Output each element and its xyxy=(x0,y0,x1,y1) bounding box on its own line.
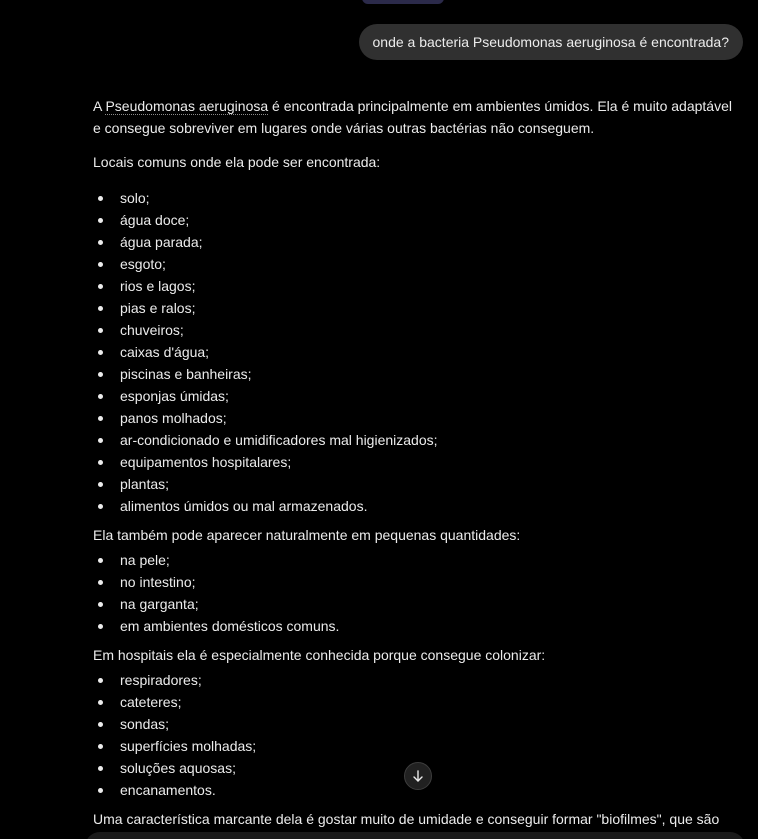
list-item-text: chuveiros; xyxy=(120,322,184,338)
locais-list-item xyxy=(93,429,733,451)
natural-list xyxy=(93,549,733,637)
hospital-list-item xyxy=(93,735,733,757)
list-item-text: panos molhados; xyxy=(120,410,227,426)
bullet-dot xyxy=(98,580,103,585)
list-item-text: soluções aquosas; xyxy=(120,760,236,776)
natural-heading: Ela também pode aparecer naturalmente em pequenas quantidades: xyxy=(93,527,521,543)
locais-list-item xyxy=(93,209,733,231)
bullet-dot xyxy=(98,460,103,465)
list-item-text: no intestino; xyxy=(120,574,196,590)
bullet-dot xyxy=(98,766,103,771)
list-item-text: equipamentos hospitalares; xyxy=(120,454,292,470)
locais-heading: Locais comuns onde ela pode ser encontrada: xyxy=(93,154,381,170)
hospital-list-item xyxy=(93,669,733,691)
list-item-text: cateteres; xyxy=(120,694,182,710)
locais-list-item xyxy=(93,231,733,253)
intro-text-start: A xyxy=(93,98,106,114)
list-item-text: caixas d'água; xyxy=(120,344,210,360)
list-item-text: na garganta; xyxy=(120,596,199,612)
bullet-dot xyxy=(98,722,103,727)
bullet-dot xyxy=(98,700,103,705)
bullet-dot xyxy=(98,624,103,629)
locais-list-item xyxy=(93,363,733,385)
list-item-text: esponjas úmidas; xyxy=(120,388,229,404)
list-item-text: plantas; xyxy=(120,476,170,492)
pseudomonas-link[interactable]: Pseudomonas aeruginosa xyxy=(105,98,269,114)
list-item-text: piscinas e banheiras; xyxy=(120,366,252,382)
list-item-text: sondas; xyxy=(120,716,170,732)
natural-list-item xyxy=(93,571,733,593)
bullet-dot xyxy=(98,372,103,377)
bullet-dot xyxy=(98,602,103,607)
bullet-dot xyxy=(98,394,103,399)
list-item-text: em ambientes domésticos comuns. xyxy=(120,618,340,634)
bullet-dot xyxy=(98,262,103,267)
bullet-dot xyxy=(98,328,103,333)
locais-list-item xyxy=(93,385,733,407)
composer-box[interactable] xyxy=(85,832,745,839)
locais-list-item xyxy=(93,495,733,517)
list-item-text: esgoto; xyxy=(120,256,166,272)
list-item-text: rios e lagos; xyxy=(120,278,196,294)
locais-list xyxy=(93,187,733,517)
locais-list-item xyxy=(93,297,733,319)
list-item-text: alimentos úmidos ou mal armazenados. xyxy=(120,498,368,514)
list-item-text: encanamentos. xyxy=(120,782,216,798)
natural-list-item xyxy=(93,593,733,615)
intro-text-end: é encontrada principalmente em ambientes úmidos. Ela é muito adaptável e consegue sobreviver em lugares onde várias outras bactérias não conseguem. xyxy=(93,98,732,136)
bullet-dot xyxy=(98,416,103,421)
locais-list-item xyxy=(93,451,733,473)
hospital-heading: Em hospitais ela é especialmente conhecida porque consegue colonizar: xyxy=(93,647,546,663)
top-pill xyxy=(362,0,444,4)
locais-list-item xyxy=(93,341,733,363)
list-item-text: respiradores; xyxy=(120,672,202,688)
locais-list-item xyxy=(93,319,733,341)
bullet-dot xyxy=(98,218,103,223)
hospital-list-item xyxy=(93,691,733,713)
list-item-text: água doce; xyxy=(120,212,190,228)
bullet-dot xyxy=(98,350,103,355)
bullet-dot xyxy=(98,306,103,311)
bullet-dot xyxy=(98,788,103,793)
bullet-dot xyxy=(98,504,103,509)
hospital-list-item xyxy=(93,713,733,735)
list-item-text: água parada; xyxy=(120,234,203,250)
bullet-dot xyxy=(98,438,103,443)
natural-list-item xyxy=(93,549,733,571)
locais-list-item xyxy=(93,187,733,209)
locais-list-item xyxy=(93,275,733,297)
bullet-dot xyxy=(98,558,103,563)
intro-paragraph xyxy=(93,95,733,139)
list-item-text: na pele; xyxy=(120,552,170,568)
arrow-down-icon xyxy=(411,769,425,783)
bullet-dot xyxy=(98,482,103,487)
bullet-dot xyxy=(98,678,103,683)
locais-list-item xyxy=(93,407,733,429)
locais-list-item xyxy=(93,253,733,275)
bullet-dot xyxy=(98,744,103,749)
assistant-answer xyxy=(93,95,733,830)
list-item-text: ar-condicionado e umidificadores mal higienizados; xyxy=(120,432,438,448)
bullet-dot xyxy=(98,240,103,245)
list-item-text: superfícies molhadas; xyxy=(120,738,257,754)
bullet-dot xyxy=(98,196,103,201)
list-item-text: pias e ralos; xyxy=(120,300,196,316)
list-item-text: solo; xyxy=(120,190,150,206)
locais-list-item xyxy=(93,473,733,495)
closing-paragraph: Uma característica marcante dela é gostar muito de umidade e conseguir formar "biofilmes", que são xyxy=(93,811,720,827)
natural-list-item xyxy=(93,615,733,637)
bullet-dot xyxy=(98,284,103,289)
scroll-to-bottom-button[interactable] xyxy=(404,762,432,790)
user-message-bubble: onde a bacteria Pseudomonas aeruginosa é encontrada? xyxy=(359,24,743,60)
